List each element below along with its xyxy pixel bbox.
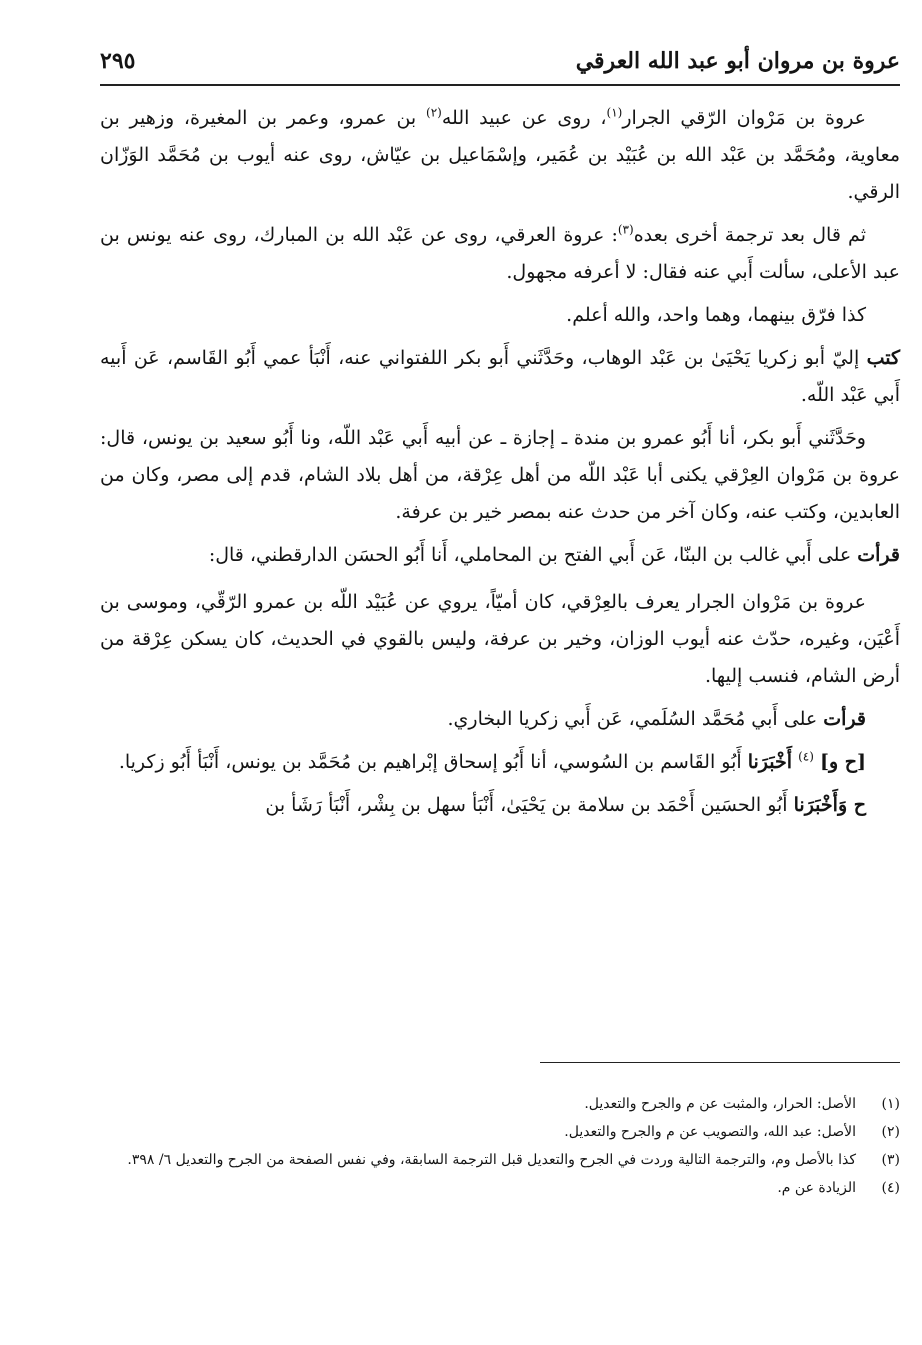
main-text <box>100 100 900 830</box>
paragraph <box>100 537 900 574</box>
paragraph <box>100 217 900 291</box>
page-number: ٢٩٥ <box>100 48 136 74</box>
lead-word: قرأت <box>857 544 900 566</box>
footnote-number: (١) <box>881 1096 900 1112</box>
footnote-number: (٤) <box>881 1180 900 1196</box>
footnote-ref: (٣) <box>617 222 634 237</box>
footnote-ref: (٢) <box>426 105 442 120</box>
paragraph-text: بن عمرو، وعمر بن المغيرة، وزهير بن معاوية، ومُحَمَّد بن عَبْد الله بن عُبَيْد بن عُمَير، وإسْمَاعيل بن عيّاش، روى عنه أيوب بن مُحَمَّد الوَزّان الرقي. <box>100 107 900 203</box>
paragraph <box>100 584 900 695</box>
paragraph-text: على أَبي غالب بن البنّا، عَن أَبي الفتح بن المحاملي، أَنا أَبُو الحسَن الدارقطني، قال: <box>208 544 858 566</box>
lead-word: كتب <box>866 347 900 369</box>
paragraph <box>100 340 900 414</box>
footnote <box>100 1176 900 1200</box>
footnote-ref: (٤) <box>798 749 814 764</box>
lead-word: ح وَأَخْبَرَنا <box>793 794 866 816</box>
paragraph-text: : عروة العرقي، روى عن عَبْد الله بن المبارك، روى عنه يونس بن عبد الأعلى، سألت أَبي عنه فقال: لا أعرفه مجهول. <box>100 224 900 283</box>
paragraph-text: ، روى عن عبيد الله <box>441 107 607 129</box>
running-header <box>100 44 900 86</box>
paragraph <box>100 100 900 211</box>
paragraph-text: أَبُو الحسَين أَحْمَد بن سلامة بن يَحْيَىٰ، أَنْبَأ سهل بن بِشْر، أَنْبَأ رَشَأ بن <box>265 794 794 816</box>
paragraph-text: كذا فرّق بينهما، وهما واحد، والله أعلم. <box>566 304 866 326</box>
paragraph <box>100 701 900 738</box>
footnotes <box>100 1092 900 1204</box>
footnote-text: الزيادة عن م. <box>777 1180 856 1196</box>
paragraph <box>100 297 900 334</box>
paragraph-text: وحَدَّثَني أَبو بكر، أنا أَبُو عمرو بن مندة ـ إجازة ـ عن أبيه أَبي عَبْد اللّه، ونا أَبُو سعيد بن يونس، قال: عروة بن مَرْوان العِرْقي يكنى أبا عَبْد اللّه من أهل عِرْقة، من أهل بلاد الشام، قدم إلى مصر، وكان من العابدين، وكتب عنه، وكان آخر من حدث عنه بمصر خير بن عرفة. <box>100 427 900 523</box>
footnote-number: (٢) <box>881 1124 900 1140</box>
footnote-text: الأصل: الحرار، والمثبت عن م والجرح والتعديل. <box>584 1096 856 1112</box>
running-title: عروة بن مروان أبو عبد الله العرقي <box>575 48 900 74</box>
paragraph-text: عروة بن مَرْوان الرّقي الجرار <box>622 107 867 129</box>
lead-word: أَخْبَرَنا <box>747 751 793 773</box>
lead-word: [ح و] <box>819 751 866 773</box>
paragraph-text: عروة بن مَرْوان الجرار يعرف بالعِرْقي، كان أميّاً، يروي عن عُبَيْد اللّه بن عمرو الرّقّي، وموسى بن أَعْيَن، وغيره، حدّث عنه أيوب الوزان، وخير بن عرفة، وليس بالقوي في الحديث، كان يسكن عِرْقة من أرض الشام، فنسب إليها. <box>100 591 900 687</box>
paragraph <box>100 787 900 824</box>
paragraph <box>100 744 900 781</box>
footnote-text: كذا بالأصل وم، والترجمة التالية وردت في الجرح والتعديل قبل الترجمة السابقة، وفي نفس الصفحة من الجرح والتعديل ٦/ ٣٩٨. <box>127 1152 856 1168</box>
paragraph <box>100 420 900 531</box>
paragraph-text: أَبُو القَاسم بن السُوسي، أنا أَبُو إسحاق إبْراهيم بن مُحَمَّد بن يونس، أَنْبَأ أَبُو زكريا. <box>118 751 748 773</box>
footnote <box>100 1120 900 1144</box>
footnote-text: الأصل: عبد الله، والتصويب عن م والجرح والتعديل. <box>564 1124 856 1140</box>
footnote-ref: (١) <box>606 105 623 120</box>
footnote-number: (٣) <box>881 1152 900 1168</box>
paragraph-text: ثم قال بعد ترجمة أخرى بعده <box>633 224 866 246</box>
footnote-divider <box>540 1062 900 1063</box>
paragraph-text: إليّ أبو زكريا يَحْيَىٰ بن عَبْد الوهاب، وحَدَّثَني أَبو بكر اللفتواني عنه، أَنْبَأ عمي أَبُو القَاسم، عَن أَبيه أَبي عَبْد اللّه. <box>100 347 900 406</box>
paragraph-text: على أَبي مُحَمَّد السُلَمي، عَن أَبي زكريا البخاري. <box>447 708 824 730</box>
lead-word: قرأت <box>823 708 866 730</box>
footnote <box>100 1148 900 1172</box>
footnote <box>100 1092 900 1116</box>
